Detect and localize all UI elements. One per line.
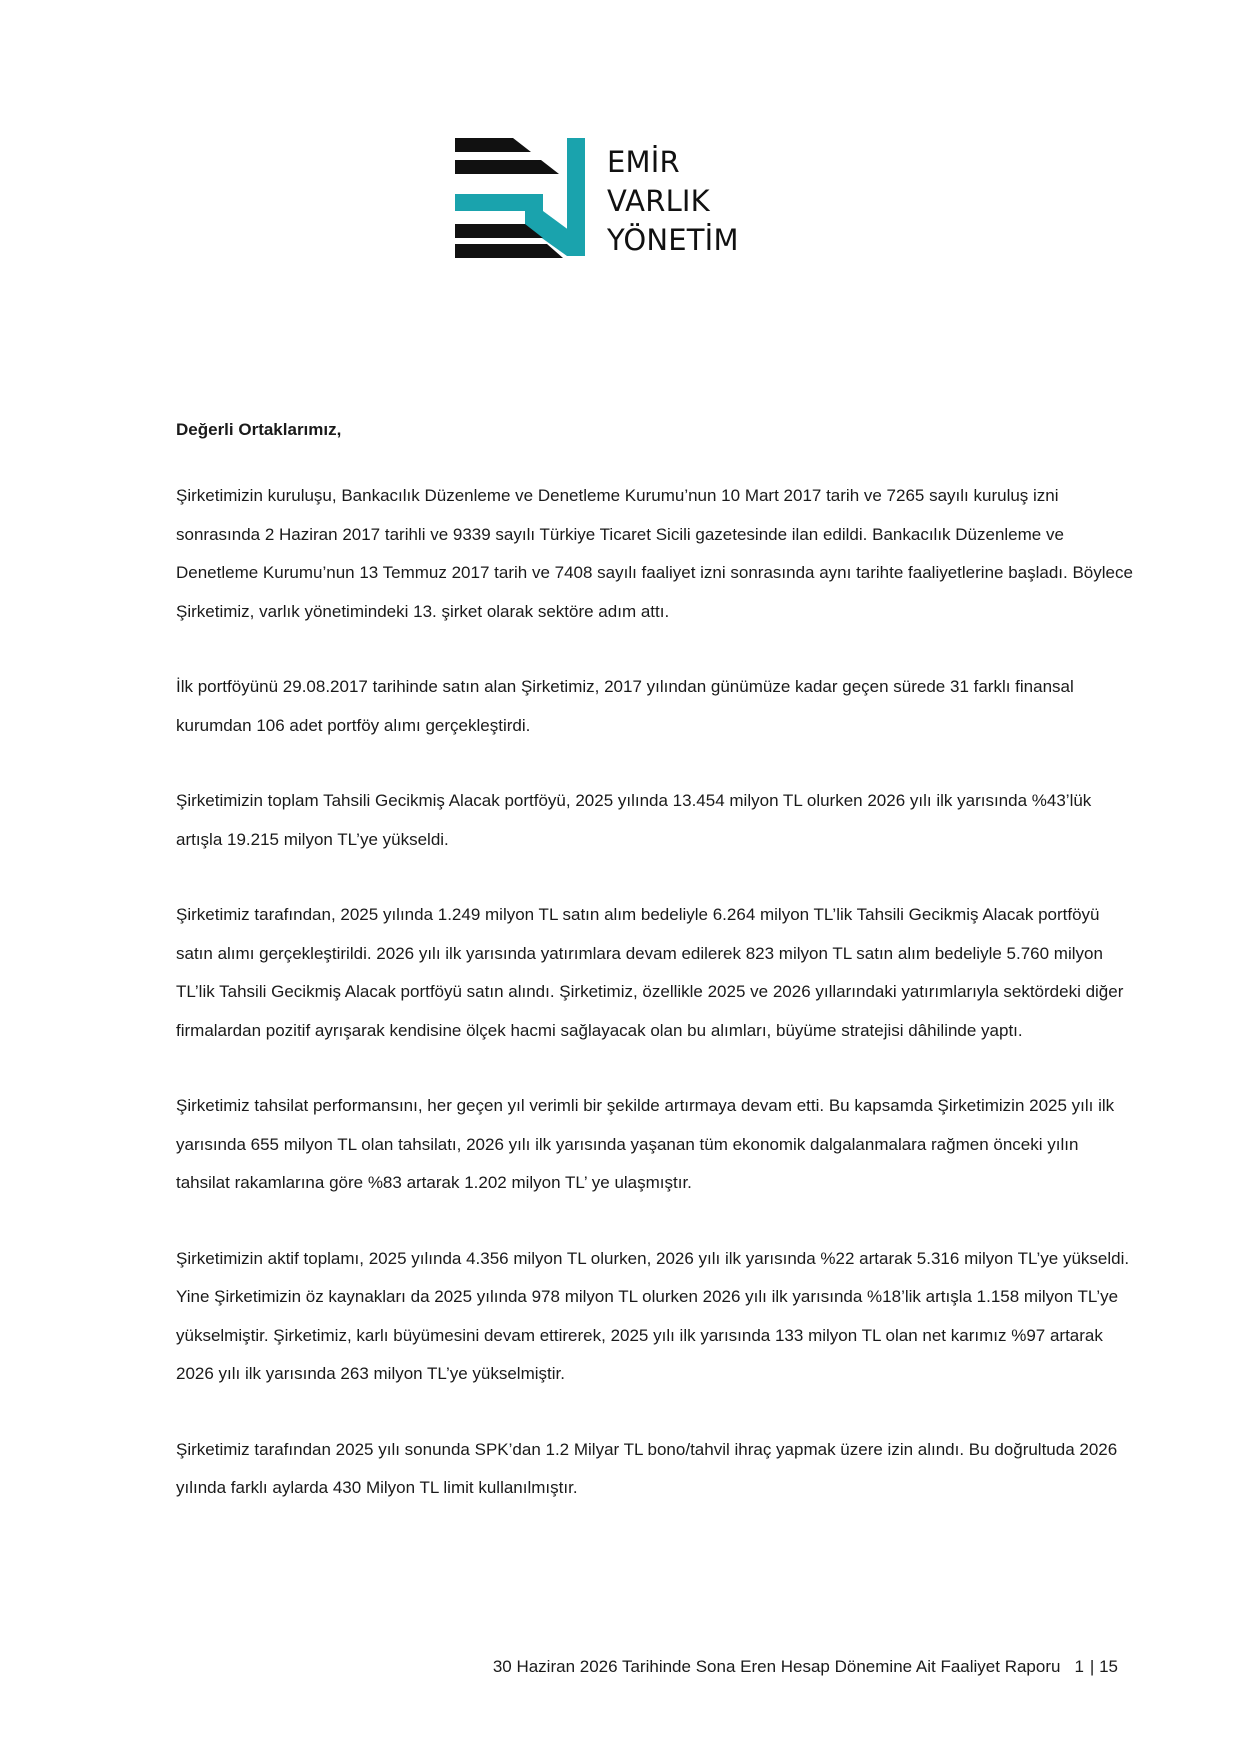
logo-line-3: YÖNETİM	[607, 223, 739, 257]
paragraph-portfolio-total: Şirketimizin toplam Tahsili Gecikmiş Alacak portföyü, 2025 yılında 13.454 milyon TL olurken 2026 yılı ilk yarısında %43’lük artışla 19.215 milyon TL’ye yükseldi.	[176, 791, 1092, 849]
paragraph-collections: Şirketimiz tahsilat performansını, her geçen yıl verimli bir şekilde artırmaya devam etti. Bu kapsamda Şirketimizin 2025 yılı ilk yarısında 655 milyon TL olan tahsilatı, 2026 yılı ilk yarısında yaşanan tüm ekonomik dalgalanmalara rağmen önceki yılın tahsilat rakamlarına göre %83 artarak 1.202 milyon TL’ ye ulaşmıştır.	[176, 1096, 1115, 1192]
page-footer	[493, 1655, 1118, 1679]
footer-page-total: 15	[1099, 1657, 1118, 1676]
logo-line-1: EMİR	[607, 145, 680, 179]
paragraph-assets: Şirketimizin aktif toplamı, 2025 yılında 4.356 milyon TL olurken, 2026 yılı ilk yarısında %22 artarak 5.316 milyon TL’ye yükseldi. Yine Şirketimizin öz kaynakları da 2025 yılında 978 milyon TL olurken 2026 yılı ilk yarısında %18’lik artışla 1.158 milyon TL’ye yükselmiştir. Şirketimiz, karlı büyümesini devam ettirerek, 2025 yılı ilk yarısında 133 milyon TL olan net karımız %97 artarak 2026 yılı ilk yarısında 263 milyon TL’ye yükselmiştir.	[176, 1248, 1130, 1383]
logo-mark-icon	[455, 138, 595, 260]
letter-body	[176, 418, 1136, 1545]
paragraph-founding: Şirketimizin kuruluşu, Bankacılık Düzenleme ve Denetleme Kurumu’nun 10 Mart 2017 tarih ve 7265 sayılı kuruluş izni sonrasında 2 Haziran 2017 tarihli ve 9339 sayılı Türkiye Ticaret Sicili gazetesinde ilan edildi. Bankacılık Düzenleme ve Denetleme Kurumu’nun 13 Temmuz 2017 tarih ve 7408 sayılı faaliyet izni sonrasında aynı tarihte faaliyetlerine başladı. Böylece Şirketimiz, varlık yönetimindeki 13. şirket olarak sektöre adım attı.	[176, 486, 1133, 621]
company-logo	[455, 138, 755, 260]
footer-title: 30 Haziran 2026 Tarihinde Sona Eren Hesap Dönemine Ait Faaliyet Raporu	[492, 1657, 1061, 1676]
footer-separator: |	[1089, 1657, 1095, 1676]
footer-page-number: 1	[1074, 1657, 1084, 1676]
paragraph-portfolio-history: İlk portföyünü 29.08.2017 tarihinde satın alan Şirketimiz, 2017 yılından günümüze kadar geçen sürede 31 farklı finansal kurumdan 106 adet portföy alımı gerçekleştirdi.	[176, 677, 1074, 735]
salutation: Değerli Ortaklarımız,	[176, 420, 342, 439]
logo-line-2: VARLIK	[607, 184, 710, 218]
paragraph-purchases: Şirketimiz tarafından, 2025 yılında 1.249 milyon TL satın alım bedeliyle 6.264 milyon TL’lik Tahsili Gecikmiş Alacak portföyü satın alımı gerçekleştirildi. 2026 yılı ilk yarısında yatırımlara devam edilerek 823 milyon TL satın alım bedeliyle 5.760 milyon TL’lik Tahsili Gecikmiş Alacak portföyü satın alındı. Şirketimiz, özellikle 2025 ve 2026 yıllarındaki yatırımlarıyla sektördeki diğer firmalardan pozitif ayrışarak kendisine ölçek hacmi sağlayacak olan bu alımları, büyüme stratejisi dâhilinde yaptı.	[176, 905, 1124, 1040]
logo-wordmark	[607, 143, 739, 260]
paragraph-bonds: Şirketimiz tarafından 2025 yılı sonunda SPK’dan 1.2 Milyar TL bono/tahvil ihraç yapmak üzere izin alındı. Bu doğrultuda 2026 yılında farklı aylarda 430 Milyon TL limit kullanılmıştır.	[176, 1439, 1118, 1497]
